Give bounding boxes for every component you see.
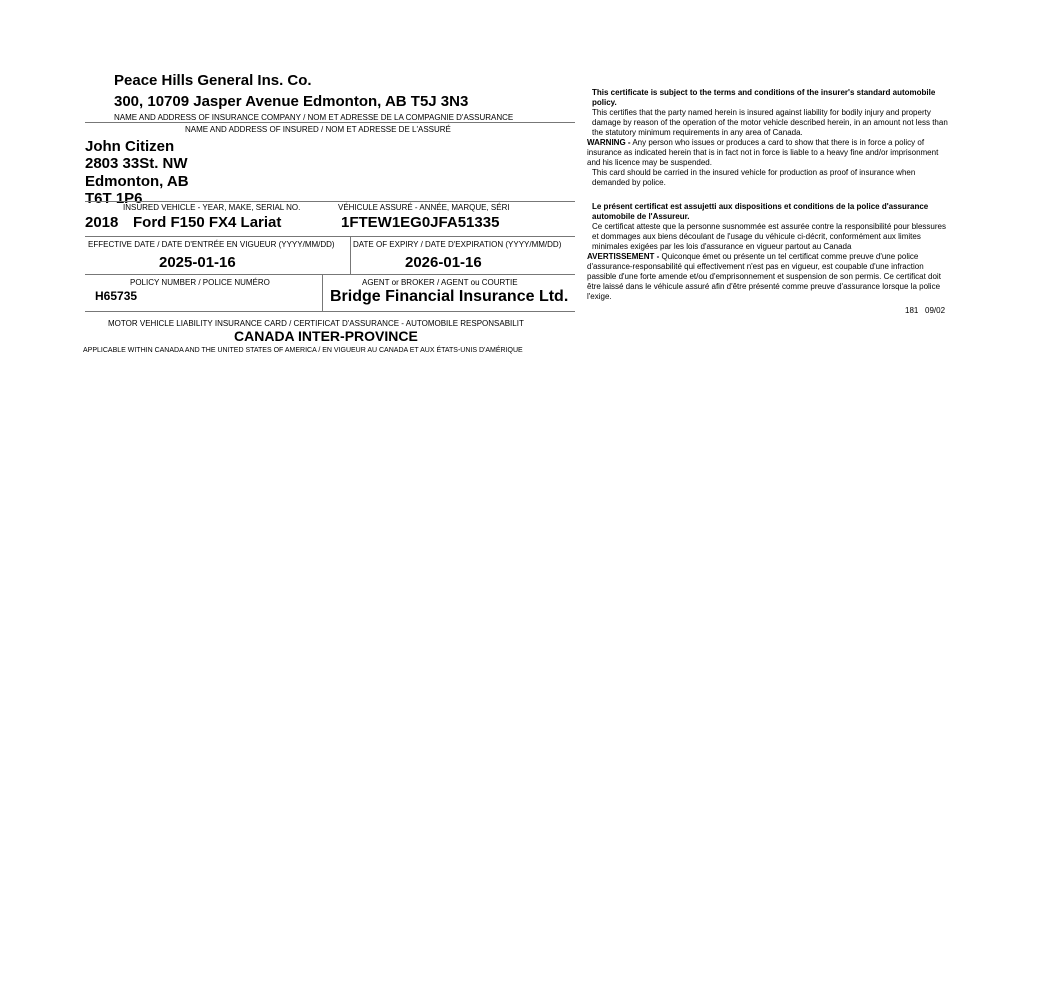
insured-address-line2: Edmonton, AB	[85, 173, 189, 190]
terms-fr-warning	[587, 252, 952, 302]
insured-postal-code: T6T 1P6	[85, 190, 143, 207]
insured-label: NAME AND ADDRESS OF INSURED / NOM ET ADRESSE DE L'ASSURÉ	[185, 125, 451, 134]
terms-en-warning	[587, 138, 952, 168]
divider	[85, 201, 575, 202]
terms-en-heading: This certificate is subject to the terms and conditions of the insurer's standard automobile policy.	[592, 88, 936, 107]
agent-label: AGENT or BROKER / AGENT ou COURTIE	[362, 278, 518, 287]
divider	[350, 237, 351, 274]
divider	[85, 311, 575, 312]
terms-fr-body: Ce certificat atteste que la personne susnommée est assurée contre la responsibilité pour blessures et dommages aux biens découlant de l'usage du véhicule ci-décrit, conformément aux limites minimales exigées par les lois d'assurance en vigueur partout au Canada	[592, 222, 946, 251]
vehicle-serial: 1FTEW1EG0JFA51335	[341, 214, 500, 231]
expiry-date: 2026-01-16	[405, 254, 482, 271]
effective-date: 2025-01-16	[159, 254, 236, 271]
expiry-date-label: DATE OF EXPIRY / DATE D'EXPIRATION (YYYY/MM/DD)	[353, 240, 562, 249]
terms-en-warning-text: Any person who issues or produces a card to show that there is in force a policy of insurance as indicated herein that is in fact not in force is liable to a heavy fine and/or imprisonment and his licence may be suspended.	[587, 138, 939, 167]
policy-number-label: POLICY NUMBER / POLICE NUMÉRO	[130, 278, 270, 287]
divider	[85, 274, 575, 275]
divider	[85, 122, 575, 123]
terms-en-warning-label: WARNING -	[587, 138, 631, 147]
terms-english	[587, 88, 952, 188]
effective-date-label: EFFECTIVE DATE / DATE D'ENTRÉE EN VIGUEUR (YYYY/MM/DD)	[88, 240, 335, 249]
terms-fr-heading: Le présent certificat est assujetti aux dispositions et conditions de la police d'assurance automobile de l'Assureur.	[592, 202, 929, 221]
insurer-name: Peace Hills General Ins. Co.	[114, 72, 312, 89]
insurer-label: NAME AND ADDRESS OF INSURANCE COMPANY / NOM ET ADRESSE DE LA COMPAGNIE D'ASSURANCE	[114, 113, 514, 122]
insurer-address: 300, 10709 Jasper Avenue Edmonton, AB T5J 3N3	[114, 93, 469, 110]
card-title: MOTOR VEHICLE LIABILITY INSURANCE CARD / CERTIFICAT D'ASSURANCE - AUTOMOBILE RESPONSABILIT	[108, 319, 524, 328]
terms-en-body: This certifies that the party named herein is insured against liability for bodily injury and property damage by reason of the operation of the motor vehicle described herein, in an amount not less than the statutory minimum requirements in any area of Canada.	[592, 108, 948, 137]
vehicle-year: 2018	[85, 214, 119, 231]
terms-fr-warning-text: Quiconque émet ou présente un tel certificat comme preuve d'une police d'assurance-responsabilité qui effectivement n'est pas en vigueur, est coupable d'une infraction passible d'une forte amende et/ou d'emprisonnement et suspension de son permis. Ce certificat doit être laissé dans le véhicule assuré afin d'être présenté comme preuve d'assurance lorsque la police l'exige.	[587, 252, 941, 301]
policy-number: H65735	[95, 289, 138, 303]
terms-fr-warning-label: AVERTISSEMENT -	[587, 252, 660, 261]
terms-en-carry: This card should be carried in the insured vehicle for production as proof of insurance when demanded by police.	[592, 168, 916, 187]
divider	[85, 236, 575, 237]
card-province: CANADA INTER-PROVINCE	[234, 328, 418, 344]
agent-name: Bridge Financial Insurance Ltd.	[330, 288, 569, 305]
form-code: 181 09/02	[905, 306, 946, 315]
terms-french	[587, 202, 952, 302]
divider	[322, 275, 323, 311]
vehicle-make: Ford F150 FX4 Lariat	[133, 214, 282, 231]
insured-name: John Citizen	[85, 138, 175, 155]
vehicle-label-fr: VÉHICULE ASSURÉ - ANNÉE, MARQUE, SÉRI	[338, 203, 510, 212]
card-applicable-region: APPLICABLE WITHIN CANADA AND THE UNITED STATES OF AMERICA / EN VIGUEUR AU CANADA ET AUX ÉTATS-UNIS D'AMÉRIQUE	[83, 347, 523, 354]
insured-address-line1: 2803 33St. NW	[85, 155, 188, 172]
vehicle-label-en: INSURED VEHICLE - YEAR, MAKE, SERIAL NO.	[123, 203, 301, 212]
